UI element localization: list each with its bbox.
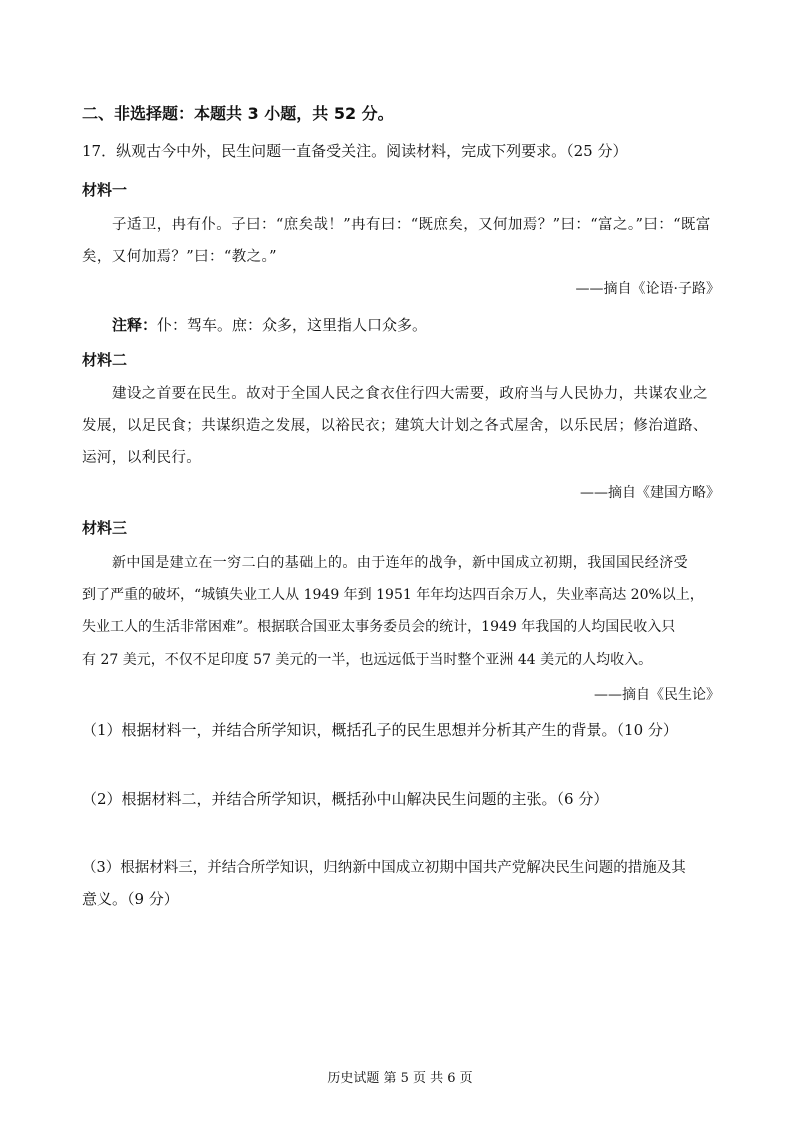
material-2-line-1: 建设之首要在民生。故对于全国人民之食衣住行四大需要，政府当与人民协力，共谋农业之 xyxy=(112,386,708,402)
subquestion-2: （2）根据材料二，并结合所学知识，概括孙中山解决民生问题的主张。（6 分） xyxy=(82,790,609,808)
material-3-line-3: 失业工人的生活非常困难”。根据联合国亚太事务委员会的统计，1949 年我国的人均国民收入只 xyxy=(82,619,676,635)
material-1-line-1: 子适卫，冉有仆。子曰：“庶矣哉！”冉有曰：“既庶矣，又何加焉？”曰：“富之。”曰：“既富 xyxy=(112,217,711,233)
material-2-line-2: 发展，以足民食；共谋织造之发展，以裕民衣；建筑大计划之各式屋舍，以乐民居；修治道路、 xyxy=(82,418,708,434)
material-1-line-2: 矣，又何加焉？”曰：“教之。” xyxy=(82,249,277,265)
material-3-line-1: 新中国是建立在一穷二白的基础上的。由于连年的战争，新中国成立初期，我国国民经济受 xyxy=(112,555,688,571)
material-1-heading: 材料一 xyxy=(82,181,128,199)
section-title: 二、非选择题：本题共 3 小题，共 52 分。 xyxy=(82,104,394,123)
material-1-source: ——摘自《论语·子路》 xyxy=(575,281,720,297)
material-3-heading: 材料三 xyxy=(82,519,128,537)
material-3-source: ——摘自《民生论》 xyxy=(594,687,720,703)
material-1-note xyxy=(112,315,427,335)
material-2-source: ——摘自《建国方略》 xyxy=(580,485,720,501)
question-17-stem: 17．纵观古今中外，民生问题一直备受关注。阅读材料，完成下列要求。（25 分） xyxy=(82,142,628,160)
material-3-line-4: 有 27 美元，不仅不足印度 57 美元的一半，也远远低于当时整个亚洲 44 美元的人均收入。 xyxy=(82,652,653,668)
note-text: 仆：驾车。庶：众多，这里指人口众多。 xyxy=(157,316,428,334)
material-2-heading: 材料二 xyxy=(82,351,128,369)
subquestion-3-line-2: 意义。（9 分） xyxy=(82,890,179,908)
page-footer: 历史试题 第 5 页 共 6 页 xyxy=(327,1071,473,1086)
note-label: 注释： xyxy=(112,316,158,334)
subquestion-3-line-1: （3）根据材料三，并结合所学知识，归纳新中国成立初期中国共产党解决民生问题的措施及其 xyxy=(82,860,686,876)
material-2-line-3: 运河，以利民行。 xyxy=(82,450,202,466)
subquestion-1: （1）根据材料一，并结合所学知识，概括孔子的民生思想并分析其产生的背景。（10 分） xyxy=(82,721,678,739)
material-3-line-2: 到了严重的破坏，“城镇失业工人从 1949 年到 1951 年年均达四百余万人，失业率高达 20%以上， xyxy=(82,587,704,603)
